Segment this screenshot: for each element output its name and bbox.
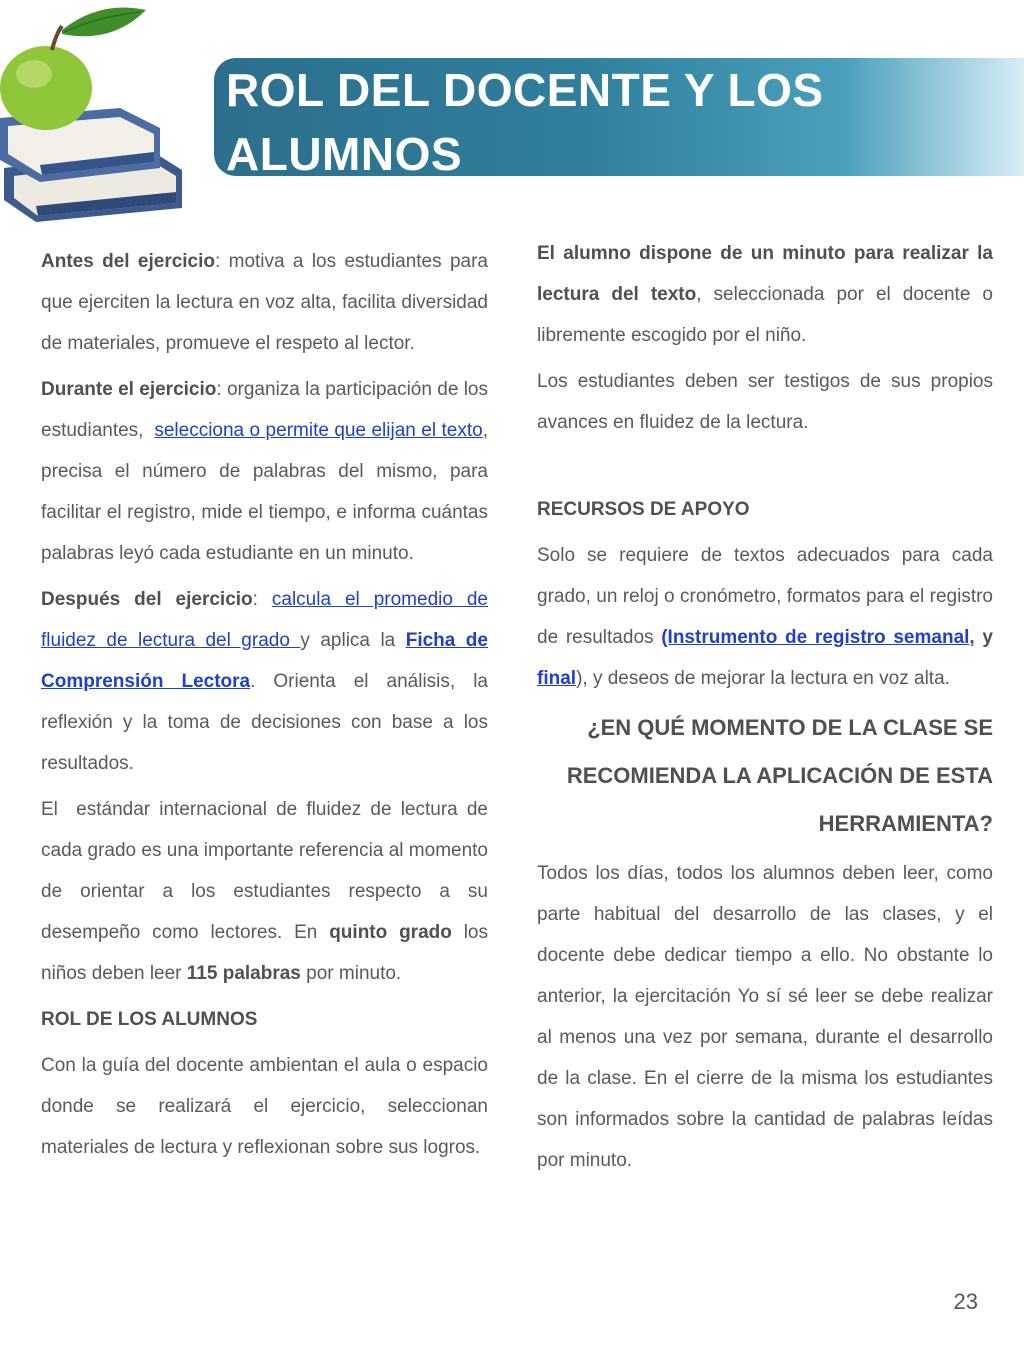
text-recursos-2: ), y deseos de mejorar la lectura en voz alta. <box>576 668 950 689</box>
left-column <box>41 241 494 1173</box>
text-estandar-1: El estándar internacional de fluidez de lectura de cada grado es una importante referencia al momento de orientar a los estudiantes respecto a su desempeño como lectores. En <box>41 799 494 943</box>
label-durante: Durante el ejercicio <box>41 379 217 400</box>
text-recursos-1: Solo se requiere de textos adecuados para cada grado, un reloj o cronómetro, formatos para el registro de resultados <box>537 545 993 648</box>
bold-quinto-grado: quinto grado <box>329 922 452 943</box>
heading-rol-alumnos: ROL DE LOS ALUMNOS <box>41 1009 258 1030</box>
text-estandar-2: los niños deben leer <box>41 922 488 984</box>
page-title-line-2: ALUMNOS <box>226 128 463 180</box>
text-despues-3: . Orienta el análisis, la reflexión y la toma de decisiones con base a los resultados. <box>41 671 488 774</box>
paragraph-durante <box>41 369 494 574</box>
paragraph-alumno-minuto <box>537 233 993 356</box>
paragraph-despues <box>41 579 488 784</box>
text-durante-2: , precisa el número de palabras del mismo, para facilitar el registro, mide el tiempo, e informa cuántas palabras leyó cada estudiante en un minuto. <box>41 420 488 564</box>
text-estandar-3: por minuto. <box>300 963 402 984</box>
text-durante-1: : organiza la participación de los estudiantes, <box>41 379 494 441</box>
link-ficha-comprension[interactable]: Ficha de Comprensión Lectora <box>41 630 488 692</box>
right-column <box>537 233 999 1186</box>
paragraph-rol-alumnos: Con la guía del docente ambientan el aula o espacio donde se realizará el ejercicio, seleccionan materiales de lectura y reflexionan sobre sus logros. <box>41 1055 488 1158</box>
books-apple-illustration <box>0 0 200 225</box>
label-antes: Antes del ejercicio <box>41 251 216 272</box>
page-number: 23 <box>953 1289 978 1314</box>
page-title <box>226 58 826 186</box>
link-instrumento-semanal[interactable]: (Instrumento de registro semanal <box>661 627 970 648</box>
link-final[interactable]: final <box>537 668 577 689</box>
bold-115-palabras: 115 palabras <box>186 963 301 984</box>
text-despues-2: y aplica la <box>300 630 406 651</box>
link-promedio-fluidez[interactable]: calcula el promedio de fluidez de lectura del grado <box>41 589 488 651</box>
heading-momento-clase: ¿EN QUÉ MOMENTO DE LA CLASE SE RECOMIENDA LA APLICACIÓN DE ESTA HERRAMIENTA? <box>566 715 993 836</box>
paragraph-testigos: Los estudiantes deben ser testigos de sus propios avances en fluidez de la lectura. <box>537 371 993 433</box>
label-despues: Después del ejercicio <box>41 589 253 610</box>
paragraph-antes <box>41 241 488 364</box>
page-title-line-1: ROL DEL DOCENTE Y LOS <box>226 64 824 116</box>
text-alumno-minuto: , seleccionada por el docente o libremente escogido por el niño. <box>537 284 993 346</box>
link-selecciona-texto[interactable]: selecciona o permite que elijan el texto <box>154 420 483 441</box>
paragraph-recursos <box>537 535 999 699</box>
text-antes: : motiva a los estudiantes para que ejerciten la lectura en voz alta, facilita diversidad de materiales, promueve el respeto al lector. <box>41 251 488 354</box>
paragraph-estandar <box>41 789 494 994</box>
bold-alumno-minuto: El alumno dispone de un minuto para realizar la lectura del texto <box>537 243 993 305</box>
paragraph-todos-los-dias: Todos los días, todos los alumnos deben leer, como parte habitual del desarrollo de las clases, y el docente debe dedicar tiempo a ello. No obstante lo anterior, la ejercitación Yo sí sé leer se debe realizar al menos una vez por semana, durante el desarrollo de la clase. En el cierre de la misma los estudiantes son informados sobre la cantidad de palabras leídas por minuto. <box>537 863 993 1171</box>
bold-y: , y <box>969 627 999 648</box>
heading-recursos-apoyo: RECURSOS DE APOYO <box>537 499 750 520</box>
text-despues-1: : <box>252 589 272 610</box>
